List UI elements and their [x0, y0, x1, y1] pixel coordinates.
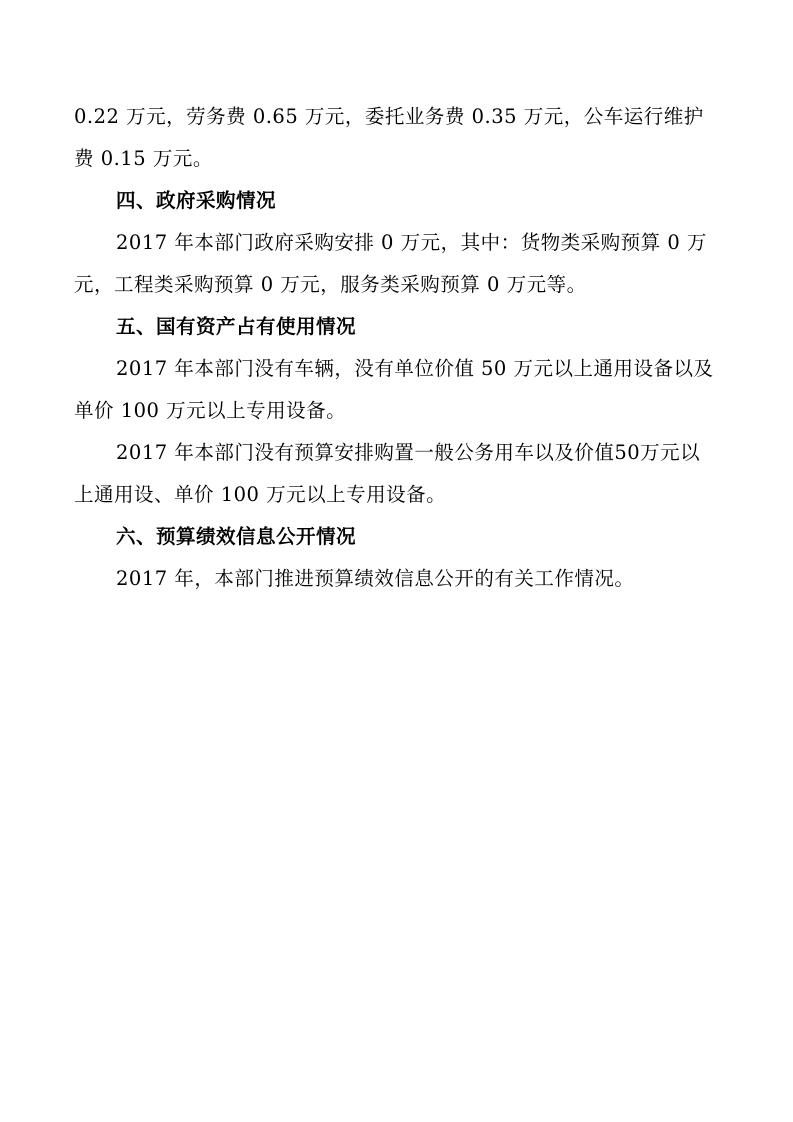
paragraph-line-assets-1: 2017 年本部门没有车辆，没有单位价值 50 万元以上通用设备以及	[116, 357, 714, 380]
section-heading-performance: 六、预算绩效信息公开情况	[116, 525, 357, 548]
paragraph-line-procurement-2: 元，工程类采购预算 0 万元，服务类采购预算 0 万元等。	[74, 273, 587, 296]
paragraph-line-assets-2: 单价 100 万元以上专用设备。	[74, 399, 347, 422]
section-heading-state-assets: 五、国有资产占有使用情况	[116, 315, 357, 338]
paragraph-line-assets-3: 2017 年本部门没有预算安排购置一般公务用车以及价值50万元以	[116, 441, 701, 464]
paragraph-line-assets-4: 上通用设、单价 100 万元以上专用设备。	[74, 483, 447, 506]
section-heading-procurement: 四、政府采购情况	[116, 189, 277, 212]
paragraph-line-procurement-1: 2017 年本部门政府采购安排 0 万元，其中：货物类采购预算 0 万	[116, 231, 707, 254]
paragraph-line-expenses-1: 0.22 万元，劳务费 0.65 万元，委托业务费 0.35 万元，公车运行维护	[74, 105, 704, 128]
paragraph-line-performance-1: 2017 年，本部门推进预算绩效信息公开的有关工作情况。	[116, 567, 635, 590]
paragraph-line-expenses-2: 费 0.15 万元。	[74, 147, 213, 170]
document-body	[74, 96, 720, 600]
